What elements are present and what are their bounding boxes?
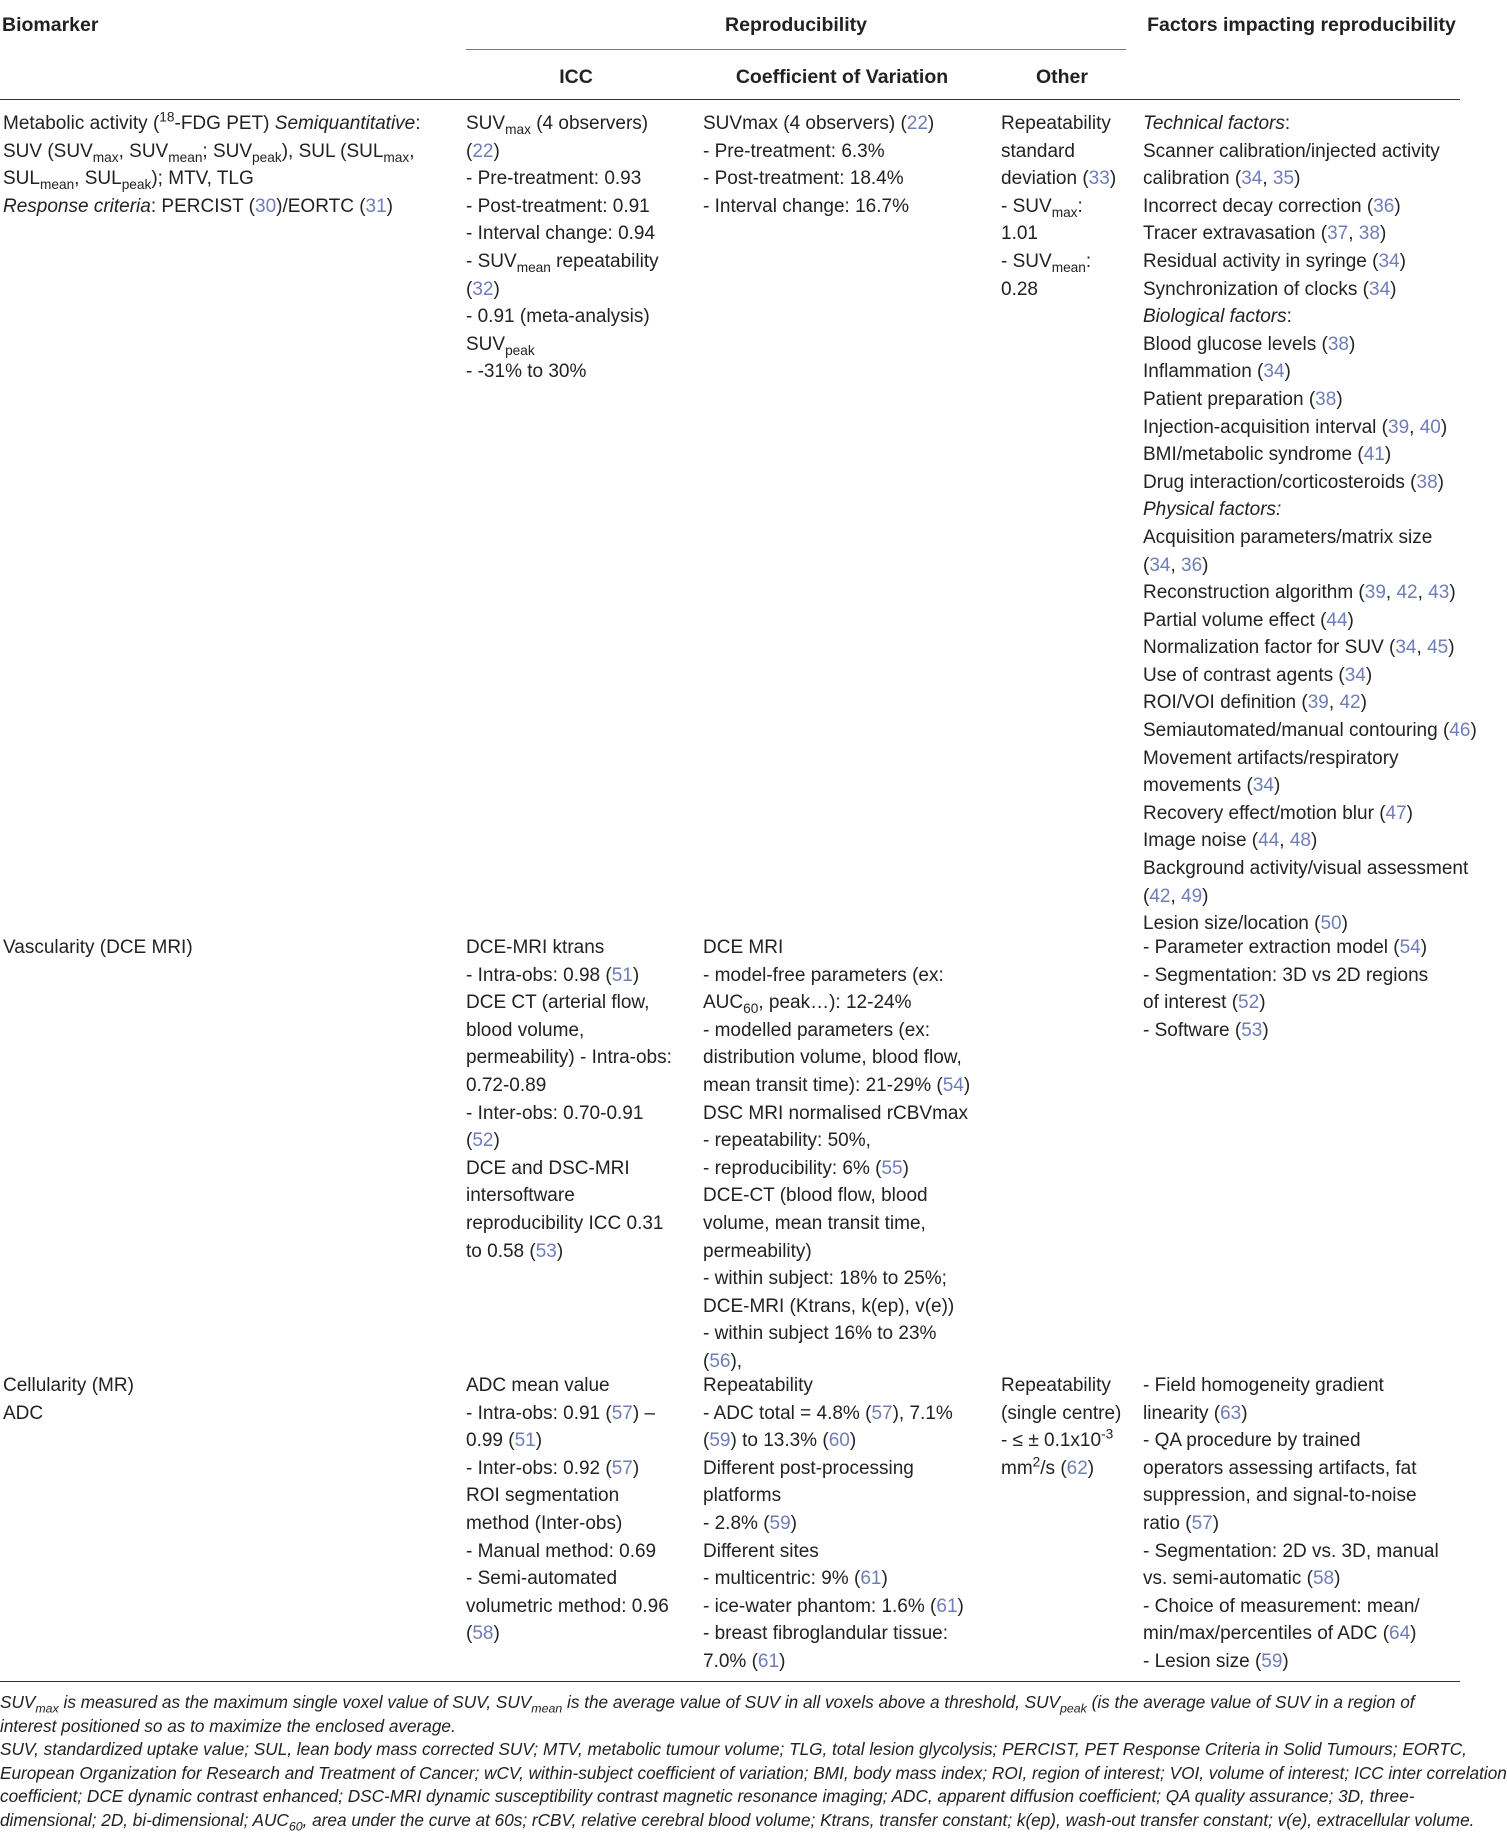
text-line: deviation (33) [1001, 168, 1117, 190]
text-line: standard [1001, 140, 1075, 162]
text-line: $mm^2/s$ (62) [1001, 1454, 1095, 1479]
text-line: - multicentric: 9% (61) [703, 1568, 888, 1590]
text-line: Synchronization of clocks (34) [1143, 278, 1397, 300]
text-line: 0.72-0.89 [466, 1074, 547, 1096]
text-line: (single centre) [1001, 1402, 1122, 1424]
text-line: volume, mean transit time, [703, 1212, 926, 1234]
text-line: - Semi-automated [466, 1568, 618, 1590]
text-line: DCE MRI [703, 937, 784, 958]
text-line: - 2.8% (59) [703, 1512, 797, 1534]
text-line: ADC [3, 1402, 44, 1424]
text-line: - Intra-obs: 0.98 (51) [466, 964, 640, 986]
text-line: - within subject 16% to 23% [703, 1323, 937, 1345]
text-line: - 0.91 (meta-analysis) [466, 306, 650, 328]
text-line: - Post-treatment: 18.4% [703, 168, 904, 190]
text-line: DCE-MRI ktrans [466, 937, 605, 958]
text-line: ADC mean value [466, 1375, 610, 1396]
text-line: - Segmentation: 3D vs 2D regions [1143, 964, 1429, 986]
row-1-other [1001, 110, 1116, 303]
row-1-factors [1143, 110, 1477, 938]
header-biomarker: Biomarker [2, 14, 99, 36]
row-3-factors [1143, 1372, 1439, 1676]
text-line: SUVmax (4 observers) (22) [703, 113, 935, 134]
text-line: DCE-MRI (Ktrans, k(ep), v(e)) [703, 1295, 955, 1317]
text-line: Repeatability [703, 1375, 813, 1396]
text-line: 0.99 (51) [466, 1430, 543, 1452]
text-line: BMI/metabolic syndrome (41) [1143, 444, 1392, 466]
text-line: operators assessing artifacts, fat [1143, 1457, 1417, 1479]
text-line: - -31% to 30% [466, 361, 587, 383]
text-line: SUV, standardized uptake value; SUL, lean body mass corrected SUV; MTV, metabolic tumour volume; TLG, total lesion glycolysis; PERCIST, PET Response Criteria in Solid Tumours; EORTC, [0, 1739, 1467, 1760]
text-line: to 0.58 (53) [466, 1240, 564, 1262]
text-line: Different post-processing [703, 1457, 914, 1479]
text-line: - QA procedure by trained [1143, 1430, 1361, 1452]
text-line: Biological factors: [1143, 306, 1292, 328]
subheader-rule [466, 49, 1126, 50]
text-line: linearity (63) [1143, 1402, 1248, 1424]
text-line: - $SUV_{mean}$: [1001, 250, 1092, 275]
text-line: coefficient; DCE dynamic contrast enhanced; DSC-MRI dynamic susceptibility contrast magnetic resonance imaging; ADC, apparent diffusion coefficient; QA quality assurance; 3D, three- [0, 1786, 1415, 1807]
text-line: Response criteria: PERCIST (30)/EORTC (31) [3, 195, 393, 217]
text-line: European Organization for Research and Treatment of Cancer; wCV, within-subject coefficient of variation; BMI, body mass index; ROI, region of interest; VOI, volume of interest; ICC inter correlation [0, 1762, 1507, 1783]
header-reproducibility: Reproducibility [725, 14, 867, 36]
text-line: - Parameter extraction model (54) [1143, 937, 1428, 958]
table-bottom-rule [0, 1681, 1460, 1682]
text-line: Repeatability [1001, 1375, 1111, 1396]
text-line: 7.0% (61) [703, 1650, 786, 1672]
text-line: method (Inter-obs) [466, 1512, 623, 1534]
text-line: (52) [466, 1130, 500, 1152]
row-3-biomarker [3, 1372, 134, 1427]
text-line: - modelled parameters (ex: [703, 1019, 931, 1041]
row-1-icc [466, 110, 659, 386]
text-line: Background activity/visual assessment [1143, 858, 1469, 880]
text-line: - Field homogeneity gradient [1143, 1375, 1384, 1396]
row-1-cv [703, 110, 934, 220]
text-line: - ice-water phantom: 1.6% (61) [703, 1595, 964, 1617]
text-line: - breast fibroglandular tissue: [703, 1623, 949, 1645]
text-line: Use of contrast agents (34) [1143, 664, 1373, 686]
text-line: Drug interaction/corticosteroids (38) [1143, 471, 1444, 493]
text-line: intersoftware [466, 1185, 575, 1207]
text-line: DSC MRI normalised rCBVmax [703, 1102, 968, 1124]
text-line: (42, 49) [1143, 885, 1209, 907]
text-line: (56), [703, 1350, 743, 1372]
row-3-icc [466, 1372, 669, 1648]
text-line: reproducibility ICC 0.31 [466, 1212, 664, 1234]
text-line: ratio (57) [1143, 1512, 1220, 1534]
text-line: Recovery effect/motion blur (47) [1143, 802, 1413, 824]
text-line: - within subject: 18% to 25%; [703, 1268, 947, 1290]
text-line: - Software (53) [1143, 1019, 1269, 1041]
text-line: suppression, and signal-to-noise [1143, 1485, 1417, 1507]
header-rule [0, 99, 1460, 100]
text-line: Acquisition parameters/matrix size [1143, 526, 1433, 548]
text-line: Reconstruction algorithm (39, 42, 43) [1143, 582, 1456, 604]
text-line: movements (34) [1143, 775, 1281, 797]
text-line: distribution volume, blood flow, [703, 1047, 962, 1069]
text-line: - ADC total = 4.8% (57), 7.1% [703, 1402, 953, 1424]
text-line: of interest (52) [1143, 992, 1266, 1014]
text-line: Vascularity (DCE MRI) [3, 937, 193, 958]
text-line: blood volume, [466, 1019, 585, 1041]
text-line: dimensional; 2D, bi-dimensional; $AUC_{60}$, area under the curve at 60s; rCBV, relative cerebral blood volume; Ktrans, transfer constant; k(ep), wash-out transfer constant; v(e), extracellular volume. [0, 1809, 1475, 1834]
text-line: (58) [466, 1623, 500, 1645]
text-line: - Segmentation: 2D vs. 3D, manual [1143, 1540, 1439, 1562]
text-line: (32) [466, 278, 500, 300]
text-line: Residual activity in syringe (34) [1143, 250, 1406, 272]
text-line: Patient preparation (38) [1143, 388, 1343, 410]
text-line: DCE-CT (blood flow, blood [703, 1185, 928, 1207]
text-line: Injection-acquisition interval (39, 40) [1143, 416, 1448, 438]
text-line: calibration (34, 35) [1143, 168, 1301, 190]
text-line: volumetric method: 0.96 [466, 1595, 669, 1617]
text-line: Repeatability [1001, 113, 1111, 134]
text-line: (22) [466, 140, 500, 162]
text-line: Blood glucose levels (38) [1143, 333, 1356, 355]
row-1-biomarker [3, 110, 421, 220]
text-line: $SUV_{max}$ is measured as the maximum single voxel value of SUV, $SUV_{mean}$ is the average value of SUV in all voxels above a threshold, $SUV_{peak}$ (is the average value of SUV in a region of [0, 1692, 1415, 1716]
text-line: - repeatability: 50%, [703, 1130, 871, 1152]
text-line: - Pre-treatment: 6.3% [703, 140, 885, 162]
table-footnotes [0, 1691, 1507, 1834]
text-line: SUV ($SUV_{max}$, $SUV_{mean}$; $SUV_{peak}$), SUL ($SUL_{max}$, [3, 140, 415, 165]
header-icc: ICC [559, 66, 593, 88]
text-line: $SUV_{peak}$ [466, 333, 535, 358]
text-line: - $SUV_{max}$: [1001, 195, 1083, 220]
text-line: permeability) - Intra-obs: [466, 1047, 672, 1069]
row-2-icc [466, 934, 672, 1265]
text-line: Technical factors: [1143, 113, 1291, 134]
text-line: - Lesion size (59) [1143, 1650, 1289, 1672]
text-line: (59) to 13.3% (60) [703, 1430, 857, 1452]
text-line: - $SUV_{mean}$ repeatability [466, 250, 659, 275]
text-line: - Post-treatment: 0.91 [466, 195, 650, 217]
row-2-factors [1143, 934, 1428, 1044]
text-line: DCE and DSC-MRI [466, 1157, 630, 1179]
text-line: Movement artifacts/respiratory [1143, 747, 1399, 769]
text-line: Incorrect decay correction (36) [1143, 195, 1401, 217]
text-line: - Manual method: 0.69 [466, 1540, 657, 1562]
text-line: interest positioned so as to maximize the enclosed average. [0, 1715, 456, 1736]
row-3-cv [703, 1372, 964, 1676]
header-cv: Coefficient of Variation [735, 66, 949, 88]
text-line: - model-free parameters (ex: [703, 964, 944, 986]
text-line: min/max/percentiles of ADC (64) [1143, 1623, 1417, 1645]
row-2-cv [703, 934, 970, 1376]
text-line: platforms [703, 1485, 782, 1507]
text-line: Physical factors: [1143, 499, 1282, 521]
text-line: Metabolic activity ($^{18}$-FDG PET) Semiquantitative: [3, 109, 421, 134]
text-line: - reproducibility: 6% (55) [703, 1157, 909, 1179]
text-line: - Pre-treatment: 0.93 [466, 168, 642, 190]
text-line: Partial volume effect (44) [1143, 609, 1354, 631]
text-line: $SUV_{max}$ (4 observers) [466, 113, 649, 137]
text-line: Normalization factor for SUV (34, 45) [1143, 637, 1455, 659]
header-other: Other [1035, 66, 1088, 88]
text-line: mean transit time): 21-29% (54) [703, 1074, 971, 1096]
text-line: $AUC_{60}$, peak…): 12-24% [703, 992, 912, 1016]
text-line: (34, 36) [1143, 554, 1209, 576]
text-line: Cellularity (MR) [3, 1375, 134, 1396]
text-line: ROI segmentation [466, 1485, 620, 1507]
text-line: - Inter-obs: 0.92 (57) [466, 1457, 640, 1479]
text-line: DCE CT (arterial flow, [466, 992, 650, 1014]
text-line: - Interval change: 16.7% [703, 195, 909, 217]
text-line: ROI/VOI definition (39, 42) [1143, 692, 1367, 714]
text-line: Scanner calibration/injected activity [1143, 140, 1440, 162]
text-line: Tracer extravasation (37, 38) [1143, 223, 1387, 245]
row-3-other [1001, 1372, 1121, 1482]
text-line: Different sites [703, 1540, 819, 1562]
text-line: 0.28 [1001, 278, 1038, 300]
text-line: Semiautomated/manual contouring (46) [1143, 720, 1477, 742]
row-2-biomarker [3, 934, 193, 962]
text-line: Inflammation (34) [1143, 361, 1291, 383]
text-line: permeability) [703, 1240, 812, 1262]
text-line: $SUL_{mean}$, $SUL_{peak}$); MTV, TLG [3, 168, 254, 192]
text-line: - ≤ ± $0.1x10^{-3}$ [1001, 1426, 1114, 1452]
text-line: Lesion size/location (50) [1143, 913, 1348, 935]
text-line: Image noise (44, 48) [1143, 830, 1318, 852]
text-line: vs. semi-automatic (58) [1143, 1568, 1341, 1590]
text-line: 1.01 [1001, 223, 1038, 245]
text-line: - Choice of measurement: mean/ [1143, 1595, 1420, 1617]
text-line: - Inter-obs: 0.70-0.91 [466, 1102, 644, 1124]
text-line: - Intra-obs: 0.91 (57) – [466, 1402, 656, 1424]
text-line: - Interval change: 0.94 [466, 223, 656, 245]
header-factors: Factors impacting reproducibility [1147, 14, 1456, 36]
